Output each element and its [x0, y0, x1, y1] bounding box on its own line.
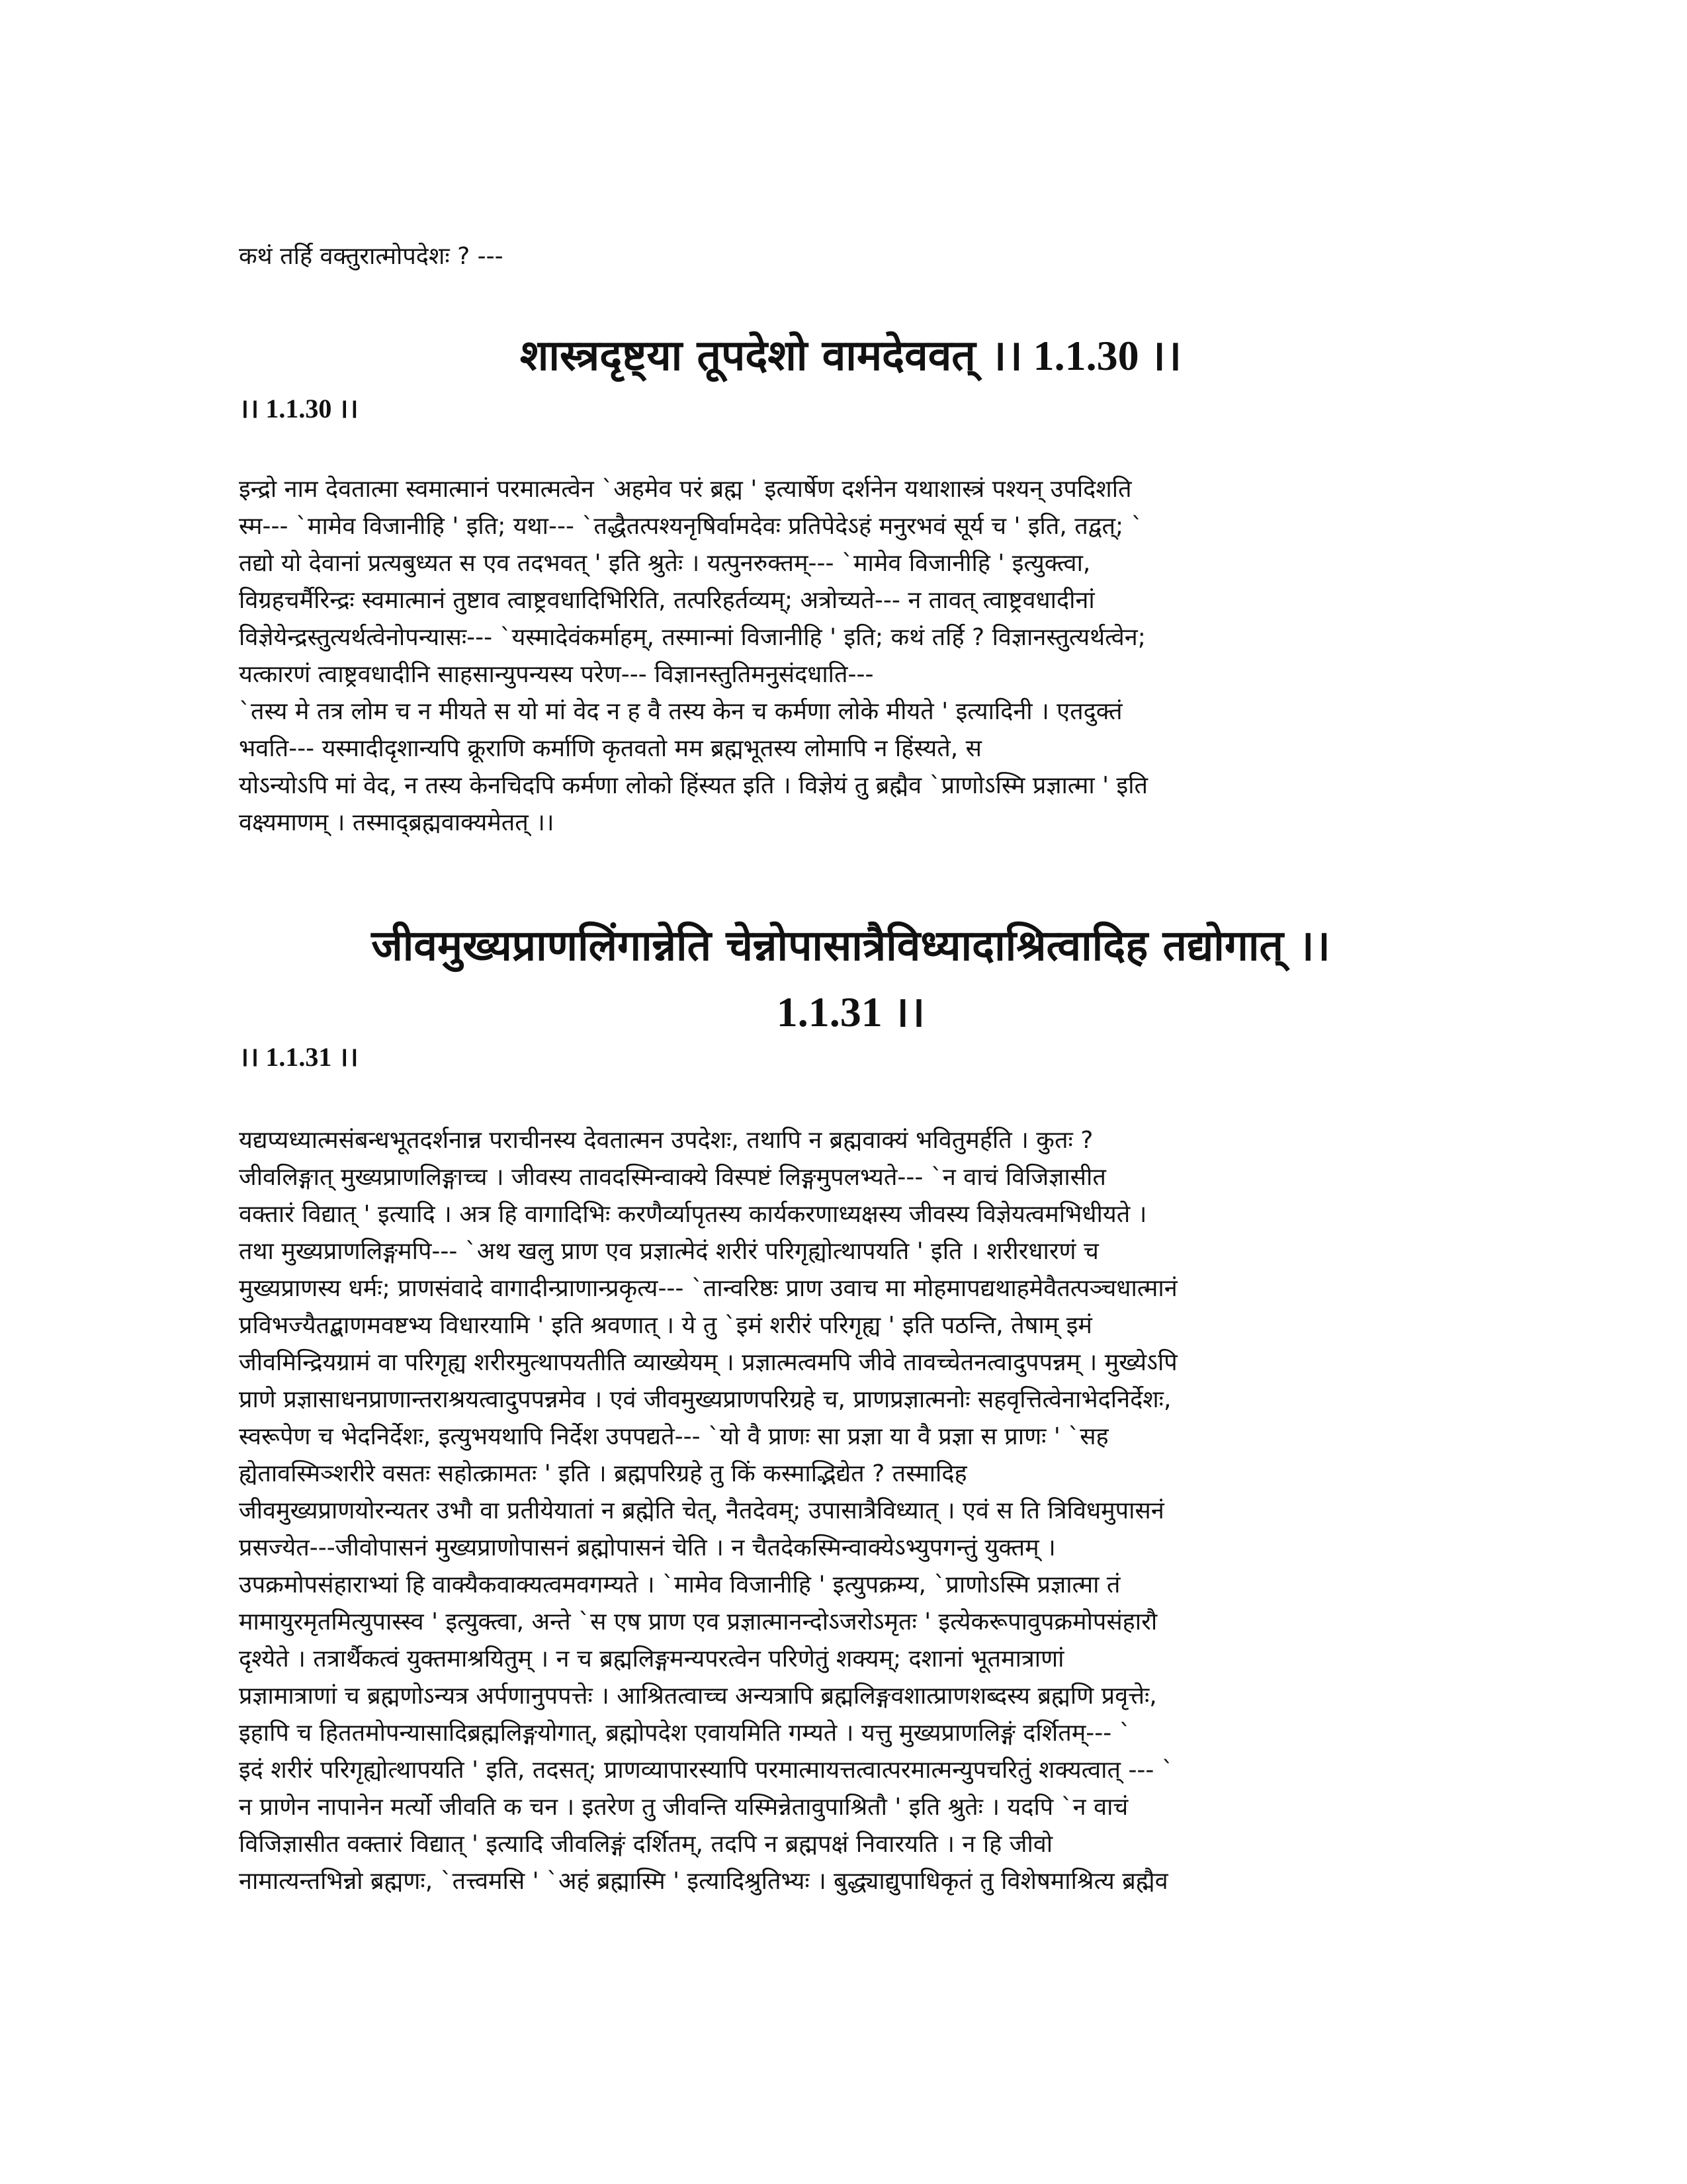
sutra-text: शास्त्रदृष्ट्या तूपदेशो वामदेववत्: [519, 331, 976, 380]
text-line: विजिज्ञासीत वक्तारं विद्यात् ' इत्यादि जीवलिङ्गं दर्शितम्, तदपि न ब्रह्मपक्षं निवारयति । न हि जीवो: [239, 1831, 1053, 1858]
text-line: दृश्येते । तत्रार्थैकत्वं युक्तमाश्रयितुम् । न च ब्रह्मलिङ्गमन्यपरत्वेन परिणेतुं शक्यम्; दशानां भूतमात्राणां: [239, 1645, 1064, 1673]
text-line: जीवलिङ्गात् मुख्यप्राणलिङ्गाच्च । जीवस्य तावदस्मिन्वाक्ये विस्पष्टं लिङ्गमुपलभ्यते--- `न वाचं विजिज्ञासीत: [239, 1164, 1106, 1191]
text-line: न प्राणेन नापानेन मर्त्यो जीवति क चन । इतरेण तु जीवन्ति यस्मिन्नेतावुपाश्रितौ ' इति श्रुतेः । यदपि `न वाचं: [239, 1794, 1129, 1821]
commentary-paragraph-1-1-30: [239, 471, 1463, 842]
sutra-heading-1-1-31: [239, 913, 1463, 1045]
text-line: इदं शरीरं परिगृह्योत्थापयति ' इति, तदसत्; प्राणव्यापारस्यापि परमात्मायत्तत्वात्परमात्मन्युपचरितुं शक्यत्वात् --- `: [239, 1757, 1174, 1784]
sutra-text-line-1: जीवमुख्यप्राणलिंगान्नेति चेन्नोपासात्रैविध्यादाश्रित्वादिह तद्योगात् ।।: [371, 922, 1330, 971]
text-line: वक्ष्यमाणम् । तस्माद्ब्रह्मवाक्यमेतत् ।।: [239, 809, 554, 836]
verse-reference-1-1-31: ।। 1.1.31 ।।: [239, 1042, 359, 1072]
text-line: मामायुरमृतमित्युपास्स्व ' इत्युक्त्वा, अन्ते `स एष प्राण एव प्रज्ञात्मानन्दोऽजरोऽमृतः ' इत्येकरूपावुपक्रमोपसंहारौ: [239, 1608, 1158, 1636]
sutra-text-line-2: 1.1.31 ।।: [776, 988, 926, 1035]
text-line: प्रज्ञामात्राणां च ब्रह्मणोऽन्यत्र अर्पणानुपपत्तेः । आश्रितत्वाच्च अन्यत्रापि ब्रह्मलिङ्गवशात्प्राणशब्दस्य ब्रह्मणि प्रवृत्तेः,: [239, 1682, 1157, 1710]
text-line: इहापि च हिततमोपन्यासादिब्रह्मलिङ्गयोगात्, ब्रह्मोपदेश एवायमिति गम्यते । यत्तु मुख्यप्राणलिङ्गं दर्शितम्--- `: [239, 1720, 1131, 1747]
text-line: विज्ञेयेन्द्रस्तुत्यर्थत्वेनोपन्यासः--- `यस्मादेवंकर्माहम्, तस्मान्मां विजानीहि ' इति; कथं तर्हि ? विज्ञानस्तुत्यर्थत्वेन;: [239, 624, 1146, 651]
text-line: ह्येतावस्मिञ्शरीरे वसतः सहोत्क्रामतः ' इति । ब्रह्मपरिग्रहे तु किं कस्माद्भिद्येत ? तस्मादिह: [239, 1460, 967, 1487]
text-line: तद्यो यो देवानां प्रत्यबुध्यत स एव तदभवत् ' इति श्रुतेः । यत्पुनरुक्तम्--- `मामेव विजानीहि ' इत्युक्त्वा,: [239, 550, 1091, 577]
text-line: प्रसज्येत---जीवोपासनं मुख्यप्राणोपासनं ब्रह्मोपासनं चेति । न चैतदेकस्मिन्वाक्येऽभ्युपगन्तुं युक्तम् ।: [239, 1534, 1056, 1561]
text-line: नामात्यन्तभिन्नो ब्रह्मणः, `तत्त्वमसि ' `अहं ब्रह्मास्मि ' इत्यादिश्रुतिभ्यः । बुद्ध्याद्युपाधिकृतं तु विशेषमाश्रित्य ब्रह्मैव: [239, 1868, 1168, 1895]
text-line: `तस्य मे तत्र लोम च न मीयते स यो मां वेद न ह वै तस्य केन च कर्मणा लोके मीयते ' इत्यादिनी । एतदुक्तं: [239, 698, 1123, 725]
text-line: भवति--- यस्मादीदृशान्यपि क्रूराणि कर्माणि कृतवतो मम ब्रह्मभूतस्य लोमापि न हिंस्यते, स: [239, 735, 982, 762]
text-line: वक्तारं विद्यात् ' इत्यादि । अत्र हि वागादिभिः करणैर्व्यापृतस्य कार्यकरणाध्यक्षस्य जीवस्य विज्ञेयत्वमभिधीयते ।: [239, 1201, 1147, 1228]
sutra-heading-1-1-30: [239, 323, 1463, 389]
text-line: मुख्यप्राणस्य धर्मः; प्राणसंवादे वागादीन्प्राणान्प्रकृत्य--- `तान्वरिष्ठः प्राण उवाच मा मोहमापद्यथाहमेवैतत्पञ्चधात्मानं: [239, 1275, 1178, 1302]
text-line: यत्कारणं त्वाष्ट्रवधादीनि साहसान्युपन्यस्य परेण--- विज्ञानस्तुतिमनुसंदधाति---: [239, 661, 874, 688]
text-line: जीवमुख्यप्राणयोरन्यतर उभौ वा प्रतीयेयातां न ब्रह्मेति चेत्, नैतदेवम्; उपासात्रैविध्यात् । एवं स ति त्रिविधमुपासनं: [239, 1497, 1164, 1524]
text-line: स्म--- `मामेव विजानीहि ' इति; यथा--- `तद्धैतत्पश्यनृषिर्वामदेवः प्रतिपेदेऽहं मनुरभवं सूर्य च ' इति, तद्वत्; `: [239, 513, 1143, 540]
text-line: तथा मुख्यप्राणलिङ्गमपि--- `अथ खलु प्राण एव प्रज्ञात्मेदं शरीरं परिगृह्योत्थापयति ' इति । शरीरधारणं च: [239, 1238, 1099, 1265]
text-line: जीवमिन्द्रियग्रामं वा परिगृह्य शरीरमुत्थापयतीति व्याख्येयम् । प्रज्ञात्मत्वमपि जीवे तावच्चेतनत्वादुपपन्नम् । मुख्येऽपि: [239, 1349, 1178, 1376]
text-line: योऽन्योऽपि मां वेद, न तस्य केनचिदपि कर्मणा लोको हिंस्यत इति । विज्ञेयं तु ब्रह्मैव `प्राणोऽस्मि प्रज्ञात्मा ' इति: [239, 772, 1148, 799]
sutra-number: ।। 1.1.30 ।।: [990, 332, 1182, 379]
text-line: स्वरूपेण च भेदनिर्देशः, इत्युभयथापि निर्देश उपपद्यते--- `यो वै प्राणः सा प्रज्ञा या वै प्रज्ञा स प्राणः ' `सह: [239, 1423, 1109, 1450]
text-line: उपक्रमोपसंहाराभ्यां हि वाक्यैकवाक्यत्वमवगम्यते । `मामेव विजानीहि ' इत्युपक्रम्य, `प्राणोऽस्मि प्रज्ञात्मा तं: [239, 1571, 1121, 1598]
commentary-paragraph-1-1-31: [239, 1122, 1463, 1900]
text-line: यद्यप्यध्यात्मसंबन्धभूतदर्शनान्न पराचीनस्य देवतात्मन उपदेशः, तथापि न ब्रह्मवाक्यं भवितुमर्हति । कुतः ?: [239, 1127, 1094, 1154]
text-line: प्राणे प्रज्ञासाधनप्राणान्तराश्रयत्वादुपपन्नमेव । एवं जीवमुख्यप्राणपरिग्रहे च, प्राणप्रज्ञात्मनोः सहवृत्तित्वेनाभेदनिर्देशः,: [239, 1386, 1172, 1413]
text-line: इन्द्रो नाम देवतात्मा स्वमात्मानं परमात्मत्वेन `अहमेव परं ब्रह्म ' इत्यार्षेण दर्शनेन यथाशास्त्रं पश्यन् उपदिशति: [239, 476, 1132, 503]
intro-question: कथं तर्हि वक्तुरात्मोपदेशः ? ---: [239, 243, 503, 270]
text-line: विग्रहचर्मैरिन्द्रः स्वमात्मानं तुष्टाव त्वाष्ट्रवधादिभिरिति, तत्परिहर्तव्यम्; अत्रोच्यते--- न तावत् त्वाष्ट्रवधादीनां: [239, 587, 1095, 614]
text-line: प्रविभज्यैतद्बाणमवष्टभ्य विधारयामि ' इति श्रवणात् । ये तु `इमं शरीरं परिगृह्य ' इति पठन्ति, तेषाम् इमं: [239, 1312, 1092, 1339]
verse-reference-1-1-30: ।। 1.1.30 ।।: [239, 394, 359, 423]
